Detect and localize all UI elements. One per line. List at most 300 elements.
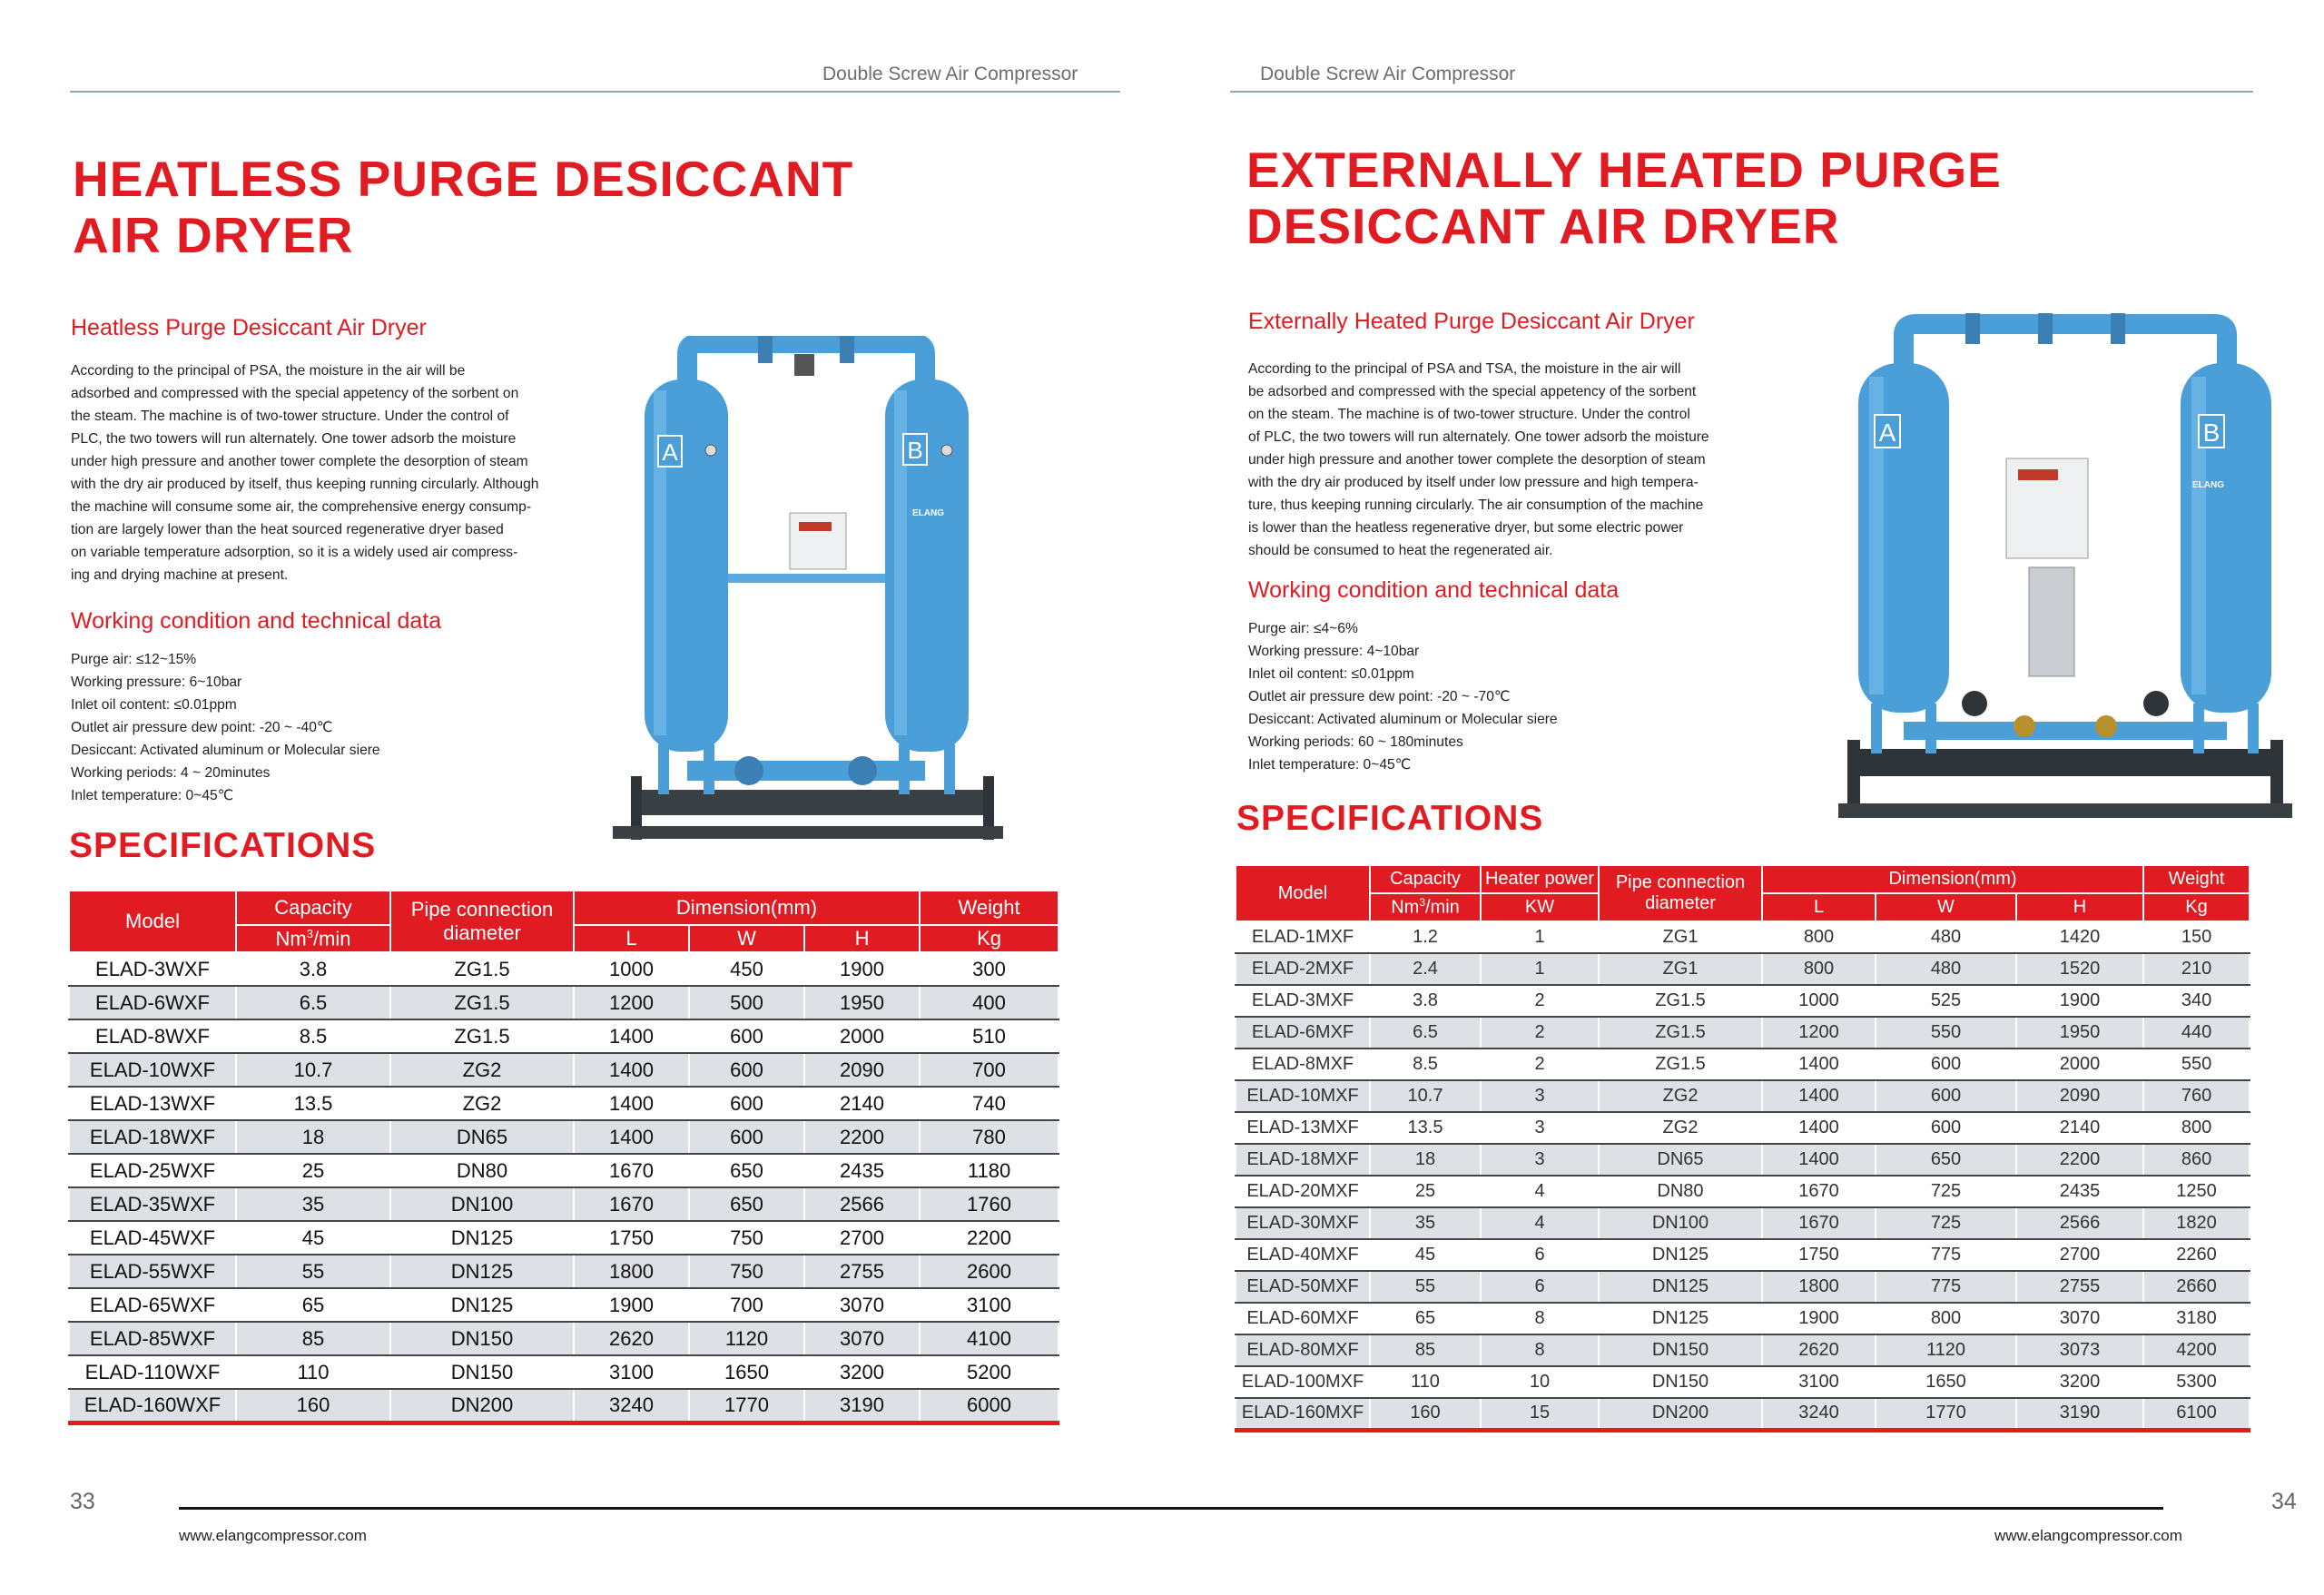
table-cell: 2435 — [2016, 1176, 2143, 1207]
table-cell: 1800 — [1762, 1271, 1876, 1303]
table-cell: ELAD-1MXF — [1236, 921, 1370, 953]
table-cell: 550 — [1876, 1017, 2016, 1049]
table-row — [69, 986, 1059, 1019]
table-cell: 1900 — [804, 952, 920, 986]
table-cell: 3200 — [804, 1355, 920, 1389]
table-cell: ELAD-160MXF — [1236, 1398, 1370, 1430]
col-h: H — [2016, 893, 2143, 921]
table-cell: 35 — [1370, 1207, 1481, 1239]
table-cell: 1820 — [2143, 1207, 2250, 1239]
table-cell: 775 — [1876, 1239, 2016, 1271]
text-line: the steam. The machine is of two-tower structure. Under the control of — [71, 409, 509, 424]
table-cell: 3.8 — [236, 952, 390, 986]
table-cell: 2200 — [920, 1221, 1059, 1255]
table-cell: 2620 — [574, 1322, 689, 1355]
table-cell: 600 — [1876, 1080, 2016, 1112]
table-cell: 3 — [1481, 1112, 1599, 1144]
table-cell: 2566 — [2016, 1207, 2143, 1239]
heatless-dryer-image — [613, 336, 1012, 870]
table-cell: 3100 — [920, 1288, 1059, 1322]
table-cell: ELAD-50MXF — [1236, 1271, 1370, 1303]
table-cell: 1950 — [2016, 1017, 2143, 1049]
spec-table — [68, 890, 1059, 1425]
table-cell: 5300 — [2143, 1366, 2250, 1398]
table-row — [1236, 953, 2250, 985]
table-row — [1236, 1176, 2250, 1207]
table-cell: 1750 — [1762, 1239, 1876, 1271]
text-line: ing and drying machine at present. — [71, 567, 289, 583]
footer-url[interactable]: www.elangcompressor.com — [1994, 1527, 2182, 1544]
table-cell: 600 — [689, 1087, 804, 1120]
table-cell: 340 — [2143, 985, 2250, 1017]
table-cell: 2755 — [2016, 1271, 2143, 1303]
col-weight-unit: Kg — [2143, 893, 2250, 921]
table-cell: 1950 — [804, 986, 920, 1019]
table-cell: ZG1.5 — [390, 952, 574, 986]
table-row — [1236, 1366, 2250, 1398]
text-line: Desiccant: Activated aluminum or Molecular siere — [1248, 712, 1558, 727]
text-line: Purge air: ≤12~15% — [71, 652, 197, 667]
spec-title: SPECIFICATIONS — [69, 826, 377, 865]
table-cell: ELAD-8WXF — [69, 1019, 236, 1053]
table-cell: 85 — [1370, 1334, 1481, 1366]
text-line: Working periods: 60 ~ 180minutes — [1248, 734, 1463, 750]
table-cell: DN80 — [1599, 1176, 1762, 1207]
table-cell: 760 — [2143, 1080, 2250, 1112]
table-cell: 8 — [1481, 1334, 1599, 1366]
table-cell: 1400 — [574, 1087, 689, 1120]
table-cell: 35 — [236, 1187, 390, 1221]
spec-table-body — [69, 952, 1059, 1423]
right-page — [1162, 0, 2324, 1595]
table-cell: DN200 — [390, 1389, 574, 1423]
table-row — [69, 1053, 1059, 1087]
text-line: ture, thus keeping running circularly. The air consumption of the machine — [1248, 497, 1704, 513]
spec-title: SPECIFICATIONS — [1236, 799, 1544, 838]
table-row — [1236, 1049, 2250, 1080]
table-row — [1236, 1271, 2250, 1303]
table-cell: 1770 — [689, 1389, 804, 1423]
spec-table — [1235, 864, 2250, 1433]
table-cell: 1400 — [1762, 1080, 1876, 1112]
table-cell: 2000 — [804, 1019, 920, 1053]
table-cell: 550 — [2143, 1049, 2250, 1080]
table-cell: 600 — [1876, 1049, 2016, 1080]
table-cell: 3070 — [804, 1322, 920, 1355]
text-line: Working pressure: 6~10bar — [71, 674, 242, 690]
col-model: Model — [1236, 865, 1370, 921]
table-cell: ELAD-18WXF — [69, 1120, 236, 1154]
table-row — [69, 1389, 1059, 1423]
table-cell: 780 — [920, 1120, 1059, 1154]
col-capacity: Capacity — [1370, 865, 1481, 893]
col-capacity-unit: Nm$^3$/min — [236, 925, 390, 952]
table-cell: 3240 — [574, 1389, 689, 1423]
table-cell: 3070 — [2016, 1303, 2143, 1334]
heater-unit — [2029, 567, 2074, 676]
table-cell: ELAD-13MXF — [1236, 1112, 1370, 1144]
table-cell: 2090 — [804, 1053, 920, 1087]
table-cell: 440 — [2143, 1017, 2250, 1049]
table-row — [69, 1288, 1059, 1322]
table-cell: DN100 — [1599, 1207, 1762, 1239]
table-cell: 2700 — [2016, 1239, 2143, 1271]
table-cell: 2 — [1481, 985, 1599, 1017]
table-cell: 650 — [689, 1187, 804, 1221]
table-cell: 480 — [1876, 921, 2016, 953]
table-cell: 600 — [689, 1053, 804, 1087]
table-cell: ELAD-18MXF — [1236, 1144, 1370, 1176]
table-cell: 3180 — [2143, 1303, 2250, 1334]
table-row — [69, 1087, 1059, 1120]
table-cell: 600 — [1876, 1112, 2016, 1144]
text-line: Purge air: ≤4~6% — [1248, 621, 1358, 636]
table-row — [1236, 1207, 2250, 1239]
brand-logo: ELANG — [912, 508, 944, 518]
table-row — [1236, 1144, 2250, 1176]
table-cell: 3100 — [574, 1355, 689, 1389]
text-line: is lower than the heatless regenerative dryer, but some electric power — [1248, 520, 1684, 536]
col-heater-unit: KW — [1481, 893, 1599, 921]
table-cell: 600 — [689, 1120, 804, 1154]
table-cell: ELAD-3MXF — [1236, 985, 1370, 1017]
table-cell: ELAD-65WXF — [69, 1288, 236, 1322]
table-cell: 4100 — [920, 1322, 1059, 1355]
table-cell: 3070 — [804, 1288, 920, 1322]
table-cell: 1400 — [574, 1120, 689, 1154]
table-cell: 2090 — [2016, 1080, 2143, 1112]
table-cell: DN125 — [390, 1255, 574, 1288]
text-line: Desiccant: Activated aluminum or Molecular siere — [71, 743, 380, 758]
table-cell: 13.5 — [1370, 1112, 1481, 1144]
header-rule — [1230, 91, 2253, 93]
table-cell: DN65 — [390, 1120, 574, 1154]
working-title: Working condition and technical data — [1248, 577, 1620, 603]
table-cell: DN125 — [390, 1288, 574, 1322]
text-line: should be consumed to heat the regenerated air. — [1248, 543, 1553, 558]
table-cell: 725 — [1876, 1207, 2016, 1239]
table-cell: DN125 — [1599, 1271, 1762, 1303]
table-cell: ELAD-30MXF — [1236, 1207, 1370, 1239]
table-cell: 750 — [689, 1221, 804, 1255]
table-cell: 450 — [689, 952, 804, 986]
table-cell: 510 — [920, 1019, 1059, 1053]
table-cell: 45 — [1370, 1239, 1481, 1271]
table-cell: 45 — [236, 1221, 390, 1255]
table-cell: 2660 — [2143, 1271, 2250, 1303]
table-row — [69, 1255, 1059, 1288]
table-cell: 750 — [689, 1255, 804, 1288]
table-cell: DN150 — [390, 1355, 574, 1389]
table-cell: 10 — [1481, 1366, 1599, 1398]
text-line: Working periods: 4 ~ 20minutes — [71, 765, 271, 781]
table-cell: 18 — [236, 1120, 390, 1154]
table-cell: ELAD-10MXF — [1236, 1080, 1370, 1112]
table-cell: DN100 — [390, 1187, 574, 1221]
table-cell: 1650 — [1876, 1366, 2016, 1398]
text-line: Inlet temperature: 0~45℃ — [1248, 757, 1412, 773]
table-cell: 1760 — [920, 1187, 1059, 1221]
table-cell: 2 — [1481, 1017, 1599, 1049]
table-cell: DN125 — [1599, 1239, 1762, 1271]
page-header: Double Screw Air Compressor — [1260, 64, 1516, 84]
table-cell: 10.7 — [236, 1053, 390, 1087]
table-cell: 525 — [1876, 985, 2016, 1017]
table-cell: 210 — [2143, 953, 2250, 985]
text-line: Inlet oil content: ≤0.01ppm — [71, 697, 237, 713]
table-cell: 740 — [920, 1087, 1059, 1120]
title-line-1: EXTERNALLY HEATED PURGE — [1246, 142, 2002, 198]
table-cell: 800 — [1762, 953, 1876, 985]
table-row — [1236, 921, 2250, 953]
table-cell: 2200 — [804, 1120, 920, 1154]
table-cell: 18 — [1370, 1144, 1481, 1176]
table-row — [1236, 1303, 2250, 1334]
table-cell: 6 — [1481, 1271, 1599, 1303]
text-line: with the dry air produced by itself, thus keeping running circularly. Although — [71, 477, 539, 492]
table-cell: 3100 — [1762, 1366, 1876, 1398]
col-weight-unit: Kg — [920, 925, 1059, 952]
frame-base — [631, 790, 994, 815]
text-line: Outlet air pressure dew point: -20 ~ -40℃ — [71, 720, 333, 735]
description — [71, 359, 538, 586]
table-cell: 65 — [236, 1288, 390, 1322]
table-cell: ZG1.5 — [1599, 1017, 1762, 1049]
text-line: Inlet oil content: ≤0.01ppm — [1248, 666, 1414, 682]
table-cell: ZG1.5 — [1599, 1049, 1762, 1080]
table-cell: 1 — [1481, 921, 1599, 953]
table-cell: 2566 — [804, 1187, 920, 1221]
col-weight: Weight — [920, 891, 1059, 925]
col-heater: Heater power — [1481, 865, 1599, 893]
table-row — [69, 1019, 1059, 1053]
brand-logo: ELANG — [2192, 480, 2224, 490]
col-w: W — [1876, 893, 2016, 921]
table-cell: DN125 — [1599, 1303, 1762, 1334]
table-cell: 1670 — [1762, 1207, 1876, 1239]
text-line: on the steam. The machine is of two-tower structure. Under the control — [1248, 407, 1690, 422]
table-cell: 8.5 — [236, 1019, 390, 1053]
table-row — [69, 1120, 1059, 1154]
table-cell: ELAD-100MXF — [1236, 1366, 1370, 1398]
table-cell: 1400 — [1762, 1049, 1876, 1080]
col-weight: Weight — [2143, 865, 2250, 893]
table-row — [69, 1221, 1059, 1255]
table-cell: ELAD-45WXF — [69, 1221, 236, 1255]
table-cell: 2260 — [2143, 1239, 2250, 1271]
footer-rule — [179, 1507, 2163, 1510]
table-cell: 6.5 — [236, 986, 390, 1019]
table-row — [1236, 985, 2250, 1017]
col-dimension: Dimension(mm) — [574, 891, 920, 925]
table-cell: DN80 — [390, 1154, 574, 1187]
table-cell: 725 — [1876, 1176, 2016, 1207]
table-cell: 65 — [1370, 1303, 1481, 1334]
table-cell: ELAD-2MXF — [1236, 953, 1370, 985]
table-cell: ZG2 — [390, 1087, 574, 1120]
working-data — [71, 648, 380, 807]
table-cell: ELAD-10WXF — [69, 1053, 236, 1087]
page-number: 33 — [70, 1489, 95, 1514]
table-row — [1236, 1398, 2250, 1430]
table-cell: 3 — [1481, 1080, 1599, 1112]
col-capacity-unit: Nm$^3$/min — [1370, 893, 1481, 921]
text-line: on variable temperature adsorption, so it is a widely used air compress- — [71, 545, 518, 560]
table-cell: 1900 — [2016, 985, 2143, 1017]
text-line: Outlet air pressure dew point: -20 ~ -70℃ — [1248, 689, 1511, 704]
table-row — [69, 952, 1059, 986]
table-cell: ZG1 — [1599, 921, 1762, 953]
table-cell: ELAD-35WXF — [69, 1187, 236, 1221]
table-cell: 3190 — [2016, 1398, 2143, 1430]
table-cell: 2 — [1481, 1049, 1599, 1080]
table-cell: 6 — [1481, 1239, 1599, 1271]
page-header: Double Screw Air Compressor — [822, 64, 1078, 84]
table-cell: 2.4 — [1370, 953, 1481, 985]
col-capacity: Capacity — [236, 891, 390, 925]
table-cell: 1420 — [2016, 921, 2143, 953]
table-cell: 25 — [236, 1154, 390, 1187]
spec-table-body — [1236, 921, 2250, 1430]
table-cell: ZG1.5 — [390, 1019, 574, 1053]
frame-base — [1847, 749, 2283, 776]
table-cell: 3073 — [2016, 1334, 2143, 1366]
page-title — [1246, 142, 2002, 254]
table-cell: 1120 — [689, 1322, 804, 1355]
text-line: under high pressure and another tower complete the desorption of steam — [71, 454, 528, 469]
table-cell: 25 — [1370, 1176, 1481, 1207]
table-cell: 650 — [689, 1154, 804, 1187]
tower-b-label: B — [2202, 418, 2221, 447]
table-cell: 1200 — [574, 986, 689, 1019]
table-cell: 1770 — [1876, 1398, 2016, 1430]
table-cell: 160 — [236, 1389, 390, 1423]
table-cell: ELAD-160WXF — [69, 1389, 236, 1423]
description — [1248, 358, 1709, 562]
table-row — [1236, 1080, 2250, 1112]
working-data — [1248, 617, 1558, 776]
table-cell: ZG1 — [1599, 953, 1762, 985]
working-title: Working condition and technical data — [71, 608, 442, 634]
col-model: Model — [69, 891, 236, 952]
table-cell: 2620 — [1762, 1334, 1876, 1366]
tower-a-label: A — [1878, 418, 1896, 447]
col-dimension: Dimension(mm) — [1762, 865, 2143, 893]
table-cell: 600 — [689, 1019, 804, 1053]
table-cell: 1000 — [574, 952, 689, 986]
table-cell: ELAD-80MXF — [1236, 1334, 1370, 1366]
table-cell: 775 — [1876, 1271, 2016, 1303]
table-cell: 1670 — [574, 1187, 689, 1221]
col-h: H — [804, 925, 920, 952]
table-cell: DN150 — [1599, 1334, 1762, 1366]
table-cell: ELAD-20MXF — [1236, 1176, 1370, 1207]
table-cell: 650 — [1876, 1144, 2016, 1176]
table-cell: ELAD-55WXF — [69, 1255, 236, 1288]
table-cell: 3200 — [2016, 1366, 2143, 1398]
table-cell: 150 — [2143, 921, 2250, 953]
text-line: with the dry air produced by itself under low pressure and high tempera- — [1248, 475, 1699, 490]
table-cell: 1.2 — [1370, 921, 1481, 953]
text-line: tion are largely lower than the heat sourced regenerative dryer based — [71, 522, 504, 537]
header-rule — [70, 91, 1120, 93]
heated-dryer-image — [1838, 313, 2292, 835]
footer-url[interactable]: www.elangcompressor.com — [179, 1527, 367, 1544]
table-row — [1236, 1017, 2250, 1049]
table-cell: 480 — [1876, 953, 2016, 985]
table-cell: 6000 — [920, 1389, 1059, 1423]
text-line: under high pressure and another tower complete the desorption of steam — [1248, 452, 1706, 468]
table-cell: ELAD-6WXF — [69, 986, 236, 1019]
tower-b-label: B — [907, 437, 923, 464]
title-line-1: HEATLESS PURGE DESICCANT — [73, 151, 854, 207]
table-cell: 1180 — [920, 1154, 1059, 1187]
text-line: Working pressure: 4~10bar — [1248, 644, 1420, 659]
section-title: Externally Heated Purge Desiccant Air Dryer — [1248, 309, 1695, 334]
table-cell: DN125 — [390, 1221, 574, 1255]
col-pipe: Pipe connection diameter — [390, 891, 574, 952]
table-row — [1236, 1334, 2250, 1366]
page-title — [73, 151, 853, 263]
table-cell: 800 — [2143, 1112, 2250, 1144]
table-cell: 4200 — [2143, 1334, 2250, 1366]
table-cell: ELAD-6MXF — [1236, 1017, 1370, 1049]
table-cell: 1 — [1481, 953, 1599, 985]
table-cell: 2700 — [804, 1221, 920, 1255]
table-cell: 1400 — [574, 1019, 689, 1053]
table-cell: 55 — [1370, 1271, 1481, 1303]
table-row — [69, 1355, 1059, 1389]
table-cell: 2435 — [804, 1154, 920, 1187]
table-cell: 1750 — [574, 1221, 689, 1255]
table-cell: 1900 — [1762, 1303, 1876, 1334]
table-cell: 2140 — [2016, 1112, 2143, 1144]
page-number: 34 — [2271, 1489, 2297, 1514]
table-cell: DN200 — [1599, 1398, 1762, 1430]
table-cell: ELAD-40MXF — [1236, 1239, 1370, 1271]
table-cell: ELAD-25WXF — [69, 1154, 236, 1187]
table-cell: 1520 — [2016, 953, 2143, 985]
table-cell: 1670 — [1762, 1176, 1876, 1207]
section-title: Heatless Purge Desiccant Air Dryer — [71, 315, 427, 340]
title-line-2: AIR DRYER — [73, 207, 354, 263]
table-cell: 800 — [1876, 1303, 2016, 1334]
table-cell: ELAD-60MXF — [1236, 1303, 1370, 1334]
table-cell: 4 — [1481, 1176, 1599, 1207]
table-cell: 1400 — [574, 1053, 689, 1087]
text-line: adsorbed and compressed with the special appetency of the sorbent on — [71, 386, 519, 401]
table-cell: ZG2 — [1599, 1080, 1762, 1112]
table-cell: 110 — [236, 1355, 390, 1389]
text-line: be adsorbed and compressed with the special appetency of the sorbent — [1248, 384, 1697, 399]
table-cell: 1900 — [574, 1288, 689, 1322]
table-cell: 85 — [236, 1322, 390, 1355]
table-cell: DN150 — [1599, 1366, 1762, 1398]
table-cell: ZG2 — [390, 1053, 574, 1087]
col-pipe: Pipe connection diameter — [1599, 865, 1762, 921]
table-cell: ELAD-85WXF — [69, 1322, 236, 1355]
table-cell: 2600 — [920, 1255, 1059, 1288]
table-row — [69, 1154, 1059, 1187]
table-cell: 3 — [1481, 1144, 1599, 1176]
table-cell: DN150 — [390, 1322, 574, 1355]
table-cell: ELAD-8MXF — [1236, 1049, 1370, 1080]
text-line: According to the principal of PSA and TSA, the moisture in the air will — [1248, 361, 1681, 377]
table-cell: 10.7 — [1370, 1080, 1481, 1112]
table-cell: 55 — [236, 1255, 390, 1288]
text-line: the machine will consume some air, the comprehensive energy consump- — [71, 499, 532, 515]
table-row — [69, 1322, 1059, 1355]
